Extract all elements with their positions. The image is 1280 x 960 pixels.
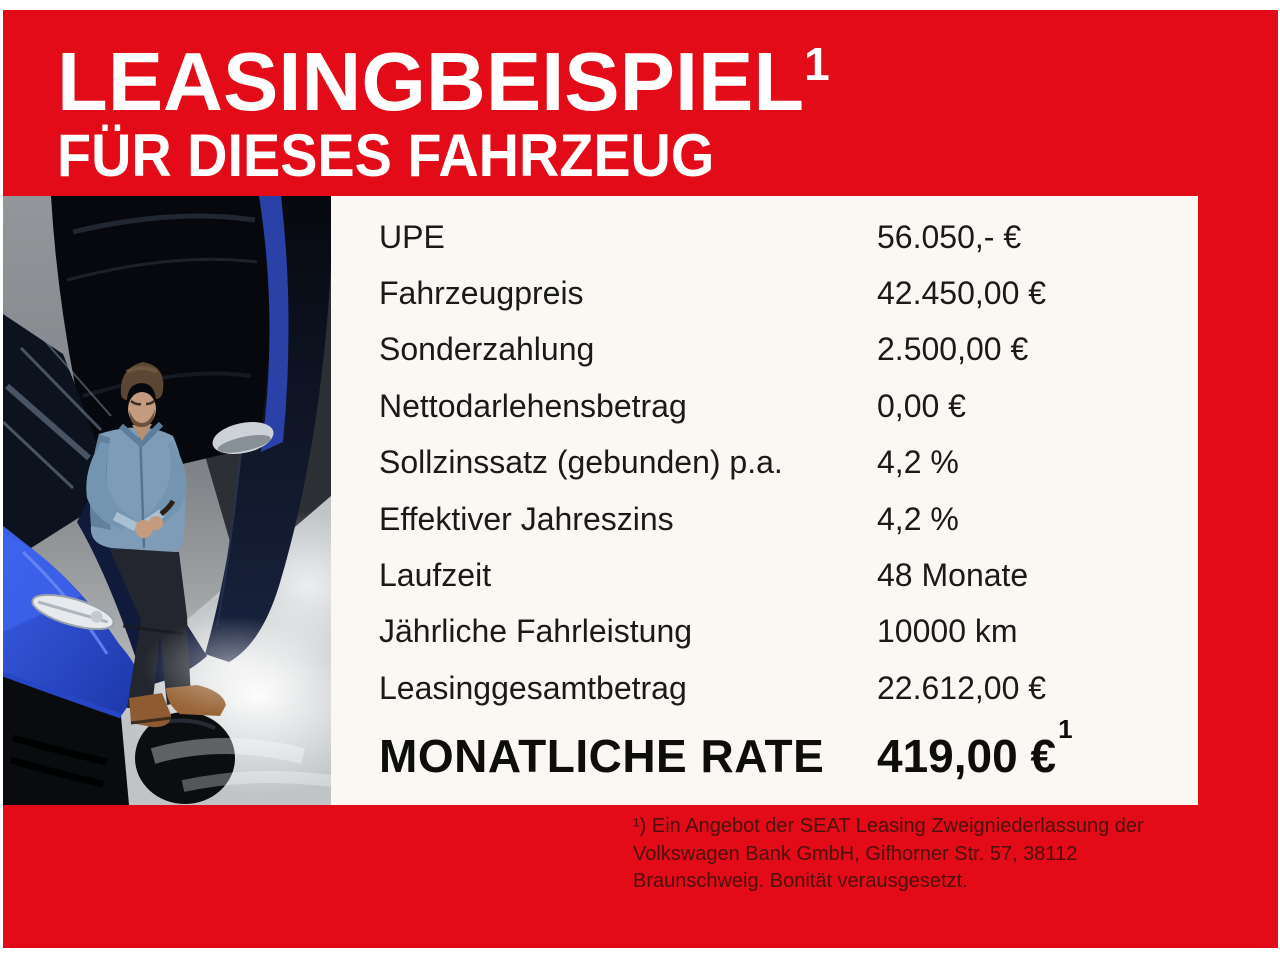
footnote-line: Volkswagen Bank GmbH, Gifhorner Str. 57, 38112 <box>633 842 1078 865</box>
row-value: 56.050,- € <box>877 218 1022 255</box>
row-label: Laufzeit <box>379 557 492 594</box>
red-background <box>3 10 1278 948</box>
table-row <box>331 660 1198 716</box>
row-label: Fahrzeugpreis <box>379 275 584 312</box>
footnote-line: Braunschweig. Bonität verausgesetzt. <box>633 870 968 892</box>
table-row <box>331 322 1198 378</box>
table-row <box>331 604 1198 660</box>
row-label: Sonderzahlung <box>379 331 595 368</box>
table-row <box>331 491 1198 547</box>
car-photo-illustration <box>3 196 331 805</box>
monthly-rate-value <box>877 714 1073 783</box>
table-row <box>331 378 1198 434</box>
row-value: 48 Monate <box>877 557 1029 594</box>
table-row <box>331 265 1198 321</box>
monthly-rate-amount: 419,00 € <box>877 729 1057 782</box>
row-value: 2.500,00 € <box>877 331 1029 368</box>
page-title-text: LEASINGBEISPIEL <box>57 35 805 128</box>
title-superscript: 1 <box>804 38 830 90</box>
row-value: 4,2 % <box>877 444 959 481</box>
row-label: UPE <box>379 218 445 255</box>
row-value: 22.612,00 € <box>877 669 1047 706</box>
row-label: Jährliche Fahrleistung <box>379 613 693 650</box>
row-label: Leasinggesamtbetrag <box>379 669 687 706</box>
monthly-rate-label: MONATLICHE RATE <box>379 729 825 782</box>
table-row <box>331 435 1198 491</box>
leasing-panel <box>331 196 1198 805</box>
row-value: 42.450,00 € <box>877 275 1047 312</box>
row-label: Sollzinssatz (gebunden) p.a. <box>379 444 783 481</box>
table-row <box>331 209 1198 265</box>
row-label: Effektiver Jahreszins <box>379 500 674 537</box>
row-value: 0,00 € <box>877 387 966 424</box>
page-subtitle: FÜR DIESES FAHRZEUG <box>57 122 715 189</box>
row-value: 4,2 % <box>877 500 959 537</box>
row-value: 10000 km <box>877 613 1018 650</box>
row-label: Nettodarlehensbetrag <box>379 387 687 424</box>
footnote-line: ¹) Ein Angebot der SEAT Leasing Zweigniederlassung der <box>633 815 1144 837</box>
footnote <box>633 813 1144 896</box>
table-row <box>331 547 1198 603</box>
monthly-rate-row <box>331 714 1198 787</box>
car-photo-svg <box>3 196 331 805</box>
rate-superscript: 1 <box>1058 714 1073 745</box>
page-title <box>57 35 830 128</box>
